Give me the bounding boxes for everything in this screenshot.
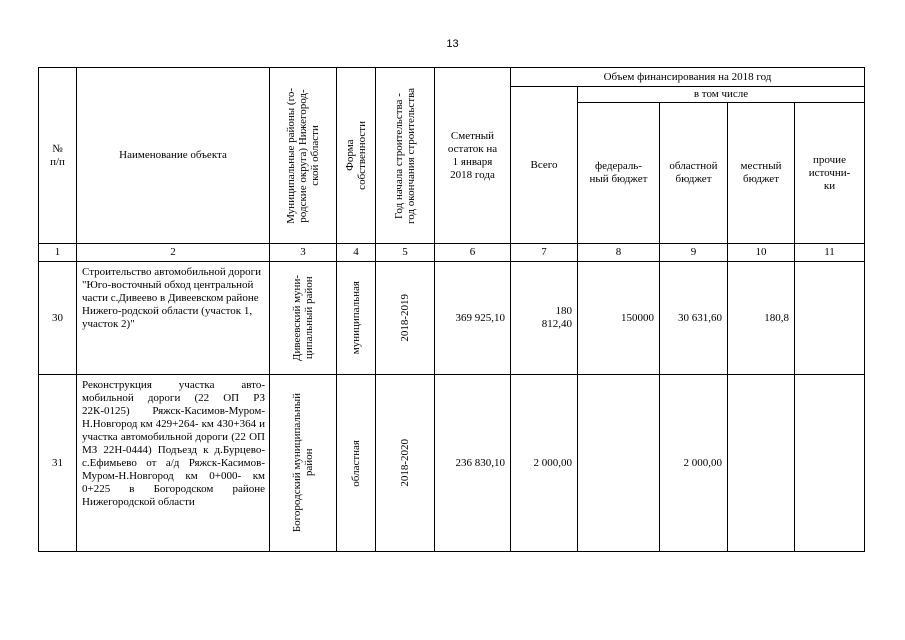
column-number: 1 xyxy=(39,244,77,262)
column-number: 3 xyxy=(270,244,337,262)
column-number: 7 xyxy=(511,244,578,262)
column-number: 4 xyxy=(337,244,376,262)
local xyxy=(728,375,795,552)
other xyxy=(795,375,865,552)
other xyxy=(795,262,865,375)
header-other: прочие источни- ки xyxy=(795,103,865,244)
header-federal: федераль- ный бюджет xyxy=(578,103,660,244)
column-numbers-row xyxy=(39,244,865,262)
header-local: местный бюджет xyxy=(728,103,795,244)
federal xyxy=(578,375,660,552)
column-number: 10 xyxy=(728,244,795,262)
column-number: 2 xyxy=(77,244,270,262)
page-number: 13 xyxy=(446,38,459,50)
header-object-name: Наименование объекта xyxy=(77,68,270,244)
local: 180,8 xyxy=(728,262,795,375)
estimate: 236 830,10 xyxy=(435,375,511,552)
years: 2018-2020 xyxy=(376,375,435,552)
object-name: Строительство автомобильной дороги "Юго-восточный обход центральной части с.Дивеево в Дивеевском районе Нижего-родской области (участок 1, участок 2)" xyxy=(77,262,270,375)
ownership: областная xyxy=(337,375,376,552)
federal: 150000 xyxy=(578,262,660,375)
ownership: муниципальная xyxy=(337,262,376,375)
total: 2 000,00 xyxy=(511,375,578,552)
table-row xyxy=(39,375,865,552)
header-years: Год начала строительства - год окончания строительства xyxy=(376,68,435,244)
total: 180 812,40 xyxy=(511,262,578,375)
column-number: 5 xyxy=(376,244,435,262)
column-number: 8 xyxy=(578,244,660,262)
table-row xyxy=(39,262,865,375)
column-number: 6 xyxy=(435,244,511,262)
header-ownership: Форма собственности xyxy=(337,68,376,244)
column-number: 11 xyxy=(795,244,865,262)
header-district: Муниципальные районы (го- родские округа) Нижегород- ской области xyxy=(270,68,337,244)
district: Богородский муниципальный район xyxy=(270,375,337,552)
object-name: Реконструкция участка авто-мобильной дороги (22 ОП РЗ 22К-0125) Ряжск-Касимов-Муром-Н.Новгород км 429+264- км 430+364 и участка автомобильной дороги (22 ОП МЗ 22Н-0444) Подъезд к д.Бурцево-с.Ефимьево от а/д Ряжск-Касимов-Муром-Н.Новгород км 0+000- км 0+225 в Богородском районе Нижегородской области xyxy=(77,375,270,552)
header-regional: областной бюджет xyxy=(660,103,728,244)
row-num: 31 xyxy=(39,375,77,552)
header-total: Всего xyxy=(511,87,578,244)
header-including: в том числе xyxy=(578,87,865,103)
row-num: 30 xyxy=(39,262,77,375)
estimate: 369 925,10 xyxy=(435,262,511,375)
header-financing: Объем финансирования на 2018 год xyxy=(511,68,865,87)
years: 2018-2019 xyxy=(376,262,435,375)
regional: 30 631,60 xyxy=(660,262,728,375)
district: Дивеевский муни- ципальный район xyxy=(270,262,337,375)
header-estimate: Сметный остаток на 1 января 2018 года xyxy=(435,68,511,244)
header-num: № п/п xyxy=(39,68,77,244)
regional: 2 000,00 xyxy=(660,375,728,552)
column-number: 9 xyxy=(660,244,728,262)
financing-table xyxy=(38,67,865,552)
